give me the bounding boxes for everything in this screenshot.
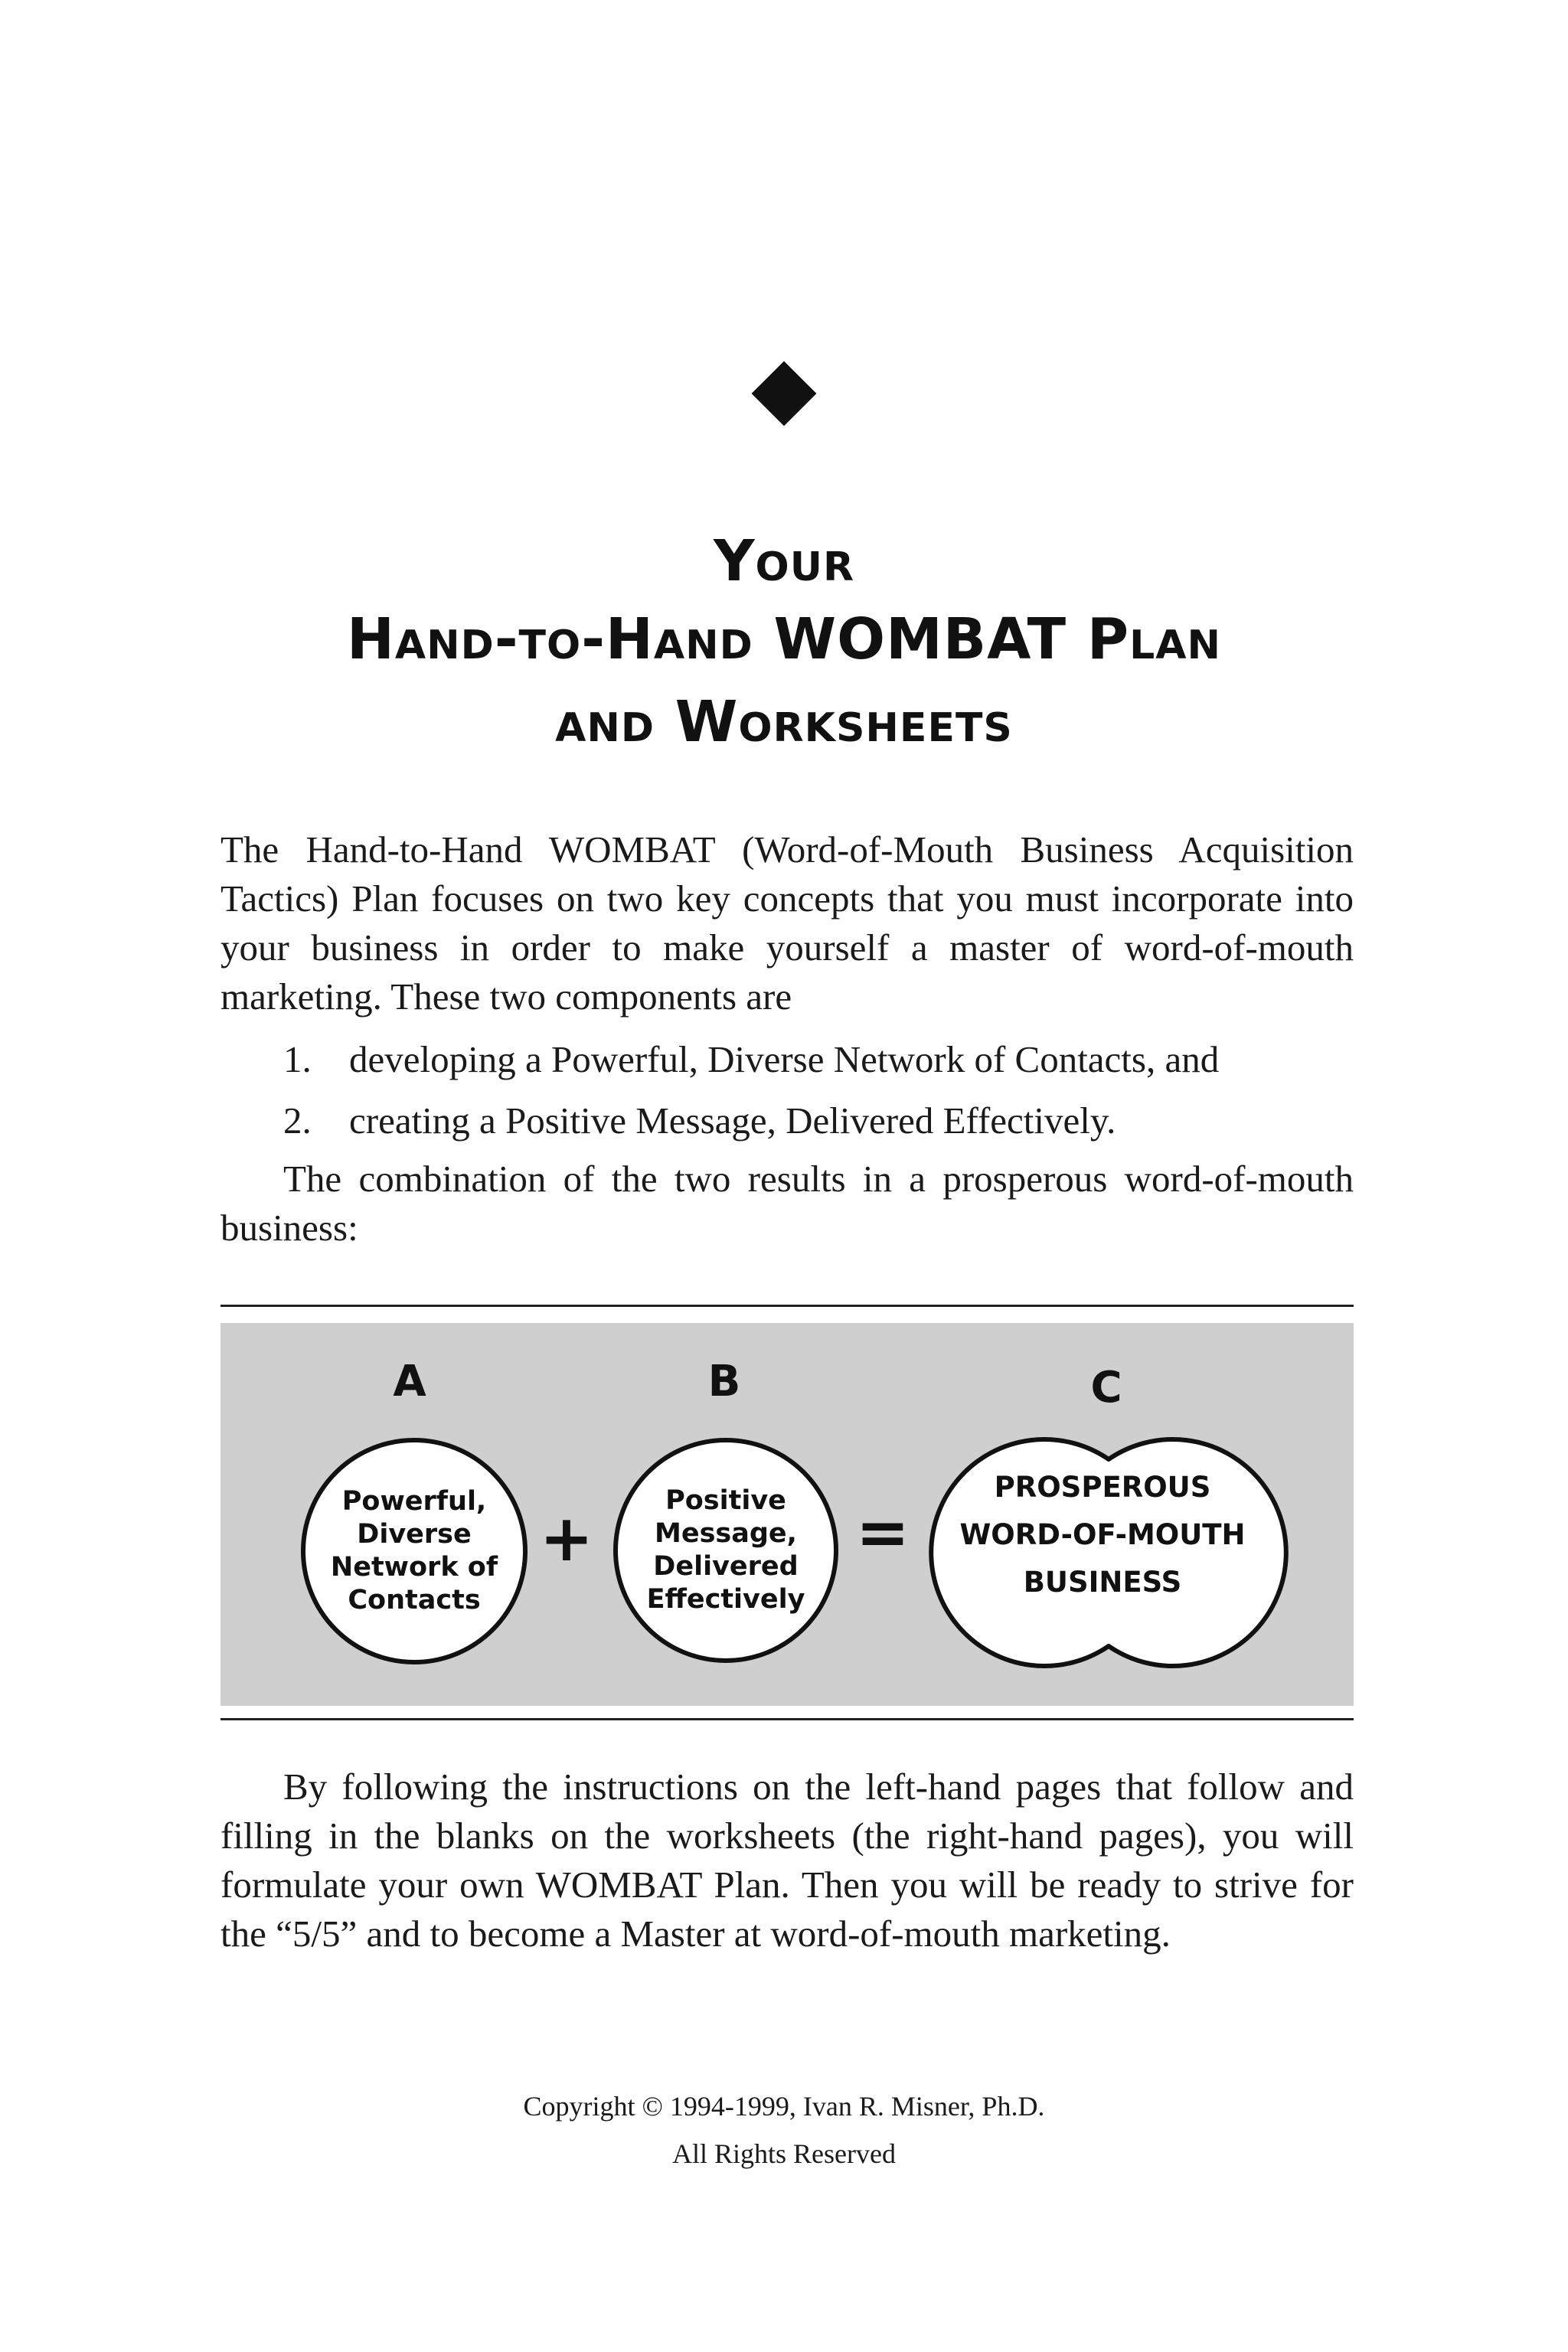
figure-label-b: B (707, 1357, 741, 1406)
list-text: creating a Positive Message, Delivered Effectively. (349, 1099, 1116, 1142)
network-circle-label: Powerful, Diverse Network of Contacts (330, 1486, 498, 1615)
list-text: developing a Powerful, Diverse Network of Contacts, and (349, 1038, 1220, 1080)
figure-label-c: C (1090, 1363, 1122, 1413)
list-number: 2. (283, 1099, 312, 1142)
figure-top-rule (220, 1305, 1354, 1307)
message-circle-label: Positive Message, Delivered Effectively (646, 1485, 805, 1615)
result-label-line-2: WORD-OF-MOUTH (959, 1518, 1246, 1551)
closing-paragraph: By following the instructions on the left-hand pages that follow and filling in the blanks on the worksheets (the right-hand pages), you will formulate your own WOMBAT Plan. Then you will be ready to strive for the “5/5” and to become a Master at word-of-mouth marketing. (220, 1766, 1354, 1955)
plus-sign: + (539, 1501, 594, 1576)
page-title-line-2: Hand-to-Hand WOMBAT Plan (346, 606, 1222, 672)
list-item (283, 1035, 1219, 1084)
copyright-line: Copyright © 1994-1999, Ivan R. Misner, Ph.D. (523, 2091, 1045, 2122)
rights-line: All Rights Reserved (672, 2138, 896, 2169)
equals-sign: = (855, 1494, 910, 1570)
figure-bottom-rule (220, 1718, 1354, 1720)
intro-paragraph: The Hand-to-Hand WOMBAT (Word-of-Mouth Business Acquisition Tactics) Plan focuses on two key concepts that you must incorporate into your business in order to make yourself a master of word-of-mouth marketing. These two components are (220, 828, 1354, 1018)
result-label-line-3: BUSINESS (1023, 1566, 1182, 1599)
result-label-line-1: PROSPEROUS (994, 1471, 1211, 1504)
result-label (949, 1464, 1256, 1606)
page-title-line-3: and Worksheets (555, 689, 1013, 755)
network-circle (301, 1438, 528, 1664)
combination-paragraph: The combination of the two results in a prosperous word-of-mouth business: (220, 1158, 1354, 1249)
list-item (283, 1096, 1116, 1145)
diamond-ornament-icon (752, 361, 817, 426)
figure-label-a: A (393, 1357, 426, 1406)
page-title-line-1: Your (713, 528, 855, 594)
list-number: 1. (283, 1038, 312, 1080)
message-circle (613, 1438, 838, 1663)
